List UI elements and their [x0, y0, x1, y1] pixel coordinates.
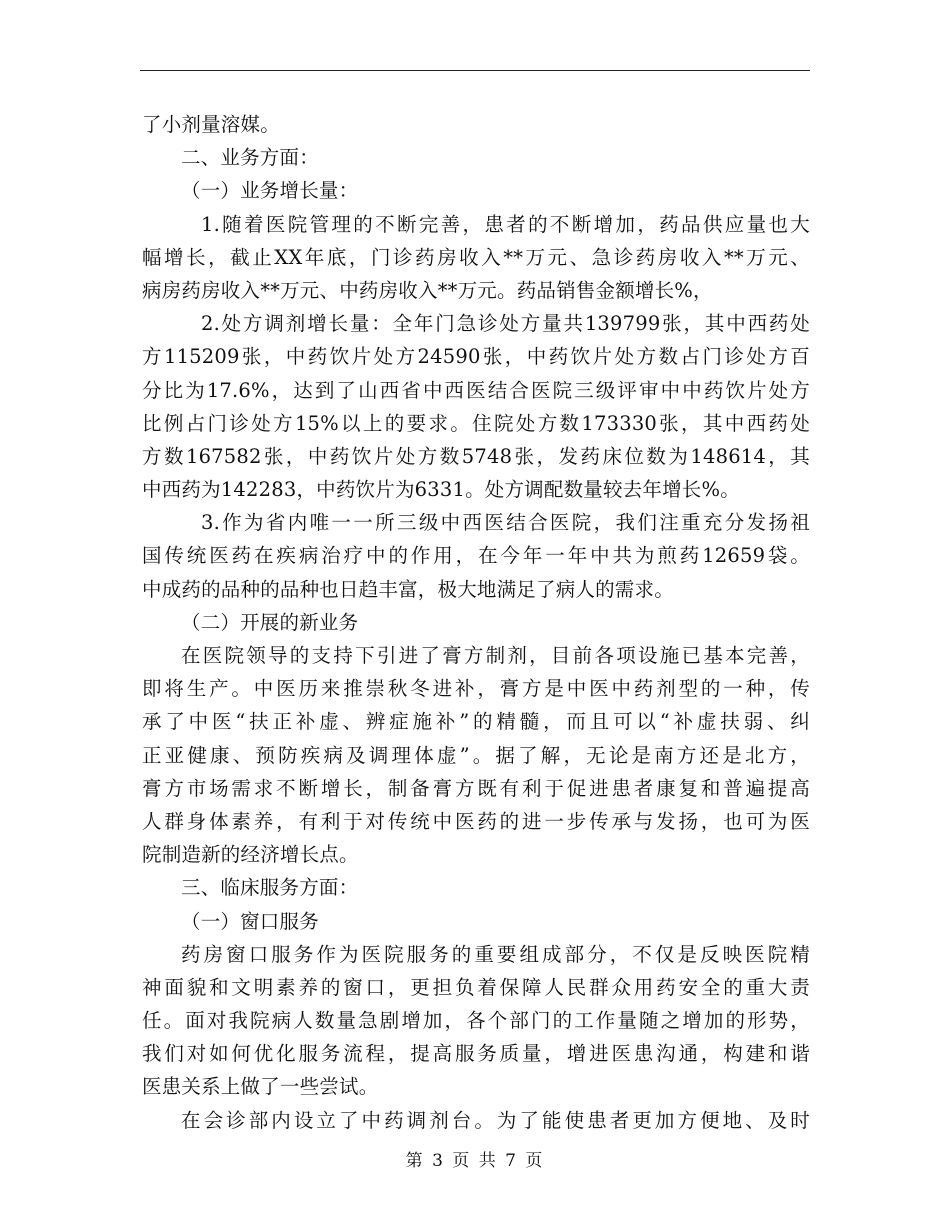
text-line: 比例占门诊处方15%以上的要求。住院处方数173330张，其中西药处 — [142, 411, 810, 435]
subsection-heading: （一）业务增长量： — [181, 179, 359, 203]
text-line: 神面貌和文明素养的窗口，更担负着保障人民群众用药安全的重大责 — [142, 975, 810, 999]
text-line: 方数167582张，中药饮片处方数5748张，发药床位数为148614，其 — [142, 444, 810, 468]
text-line: 承了中医“扶正补虚、辨症施补”的精髓，而且可以“补虚扶弱、纠 — [142, 710, 810, 734]
text-line: 我们对如何优化服务流程，提高服务质量，增进医患沟通，构建和谐 — [142, 1042, 810, 1066]
text-line: 正亚健康、预防疾病及调理体虚”。据了解，无论是南方还是北方， — [142, 743, 810, 767]
text-line: 国传统医药在疾病治疗中的作用，在今年一年中共为煎药12659袋。 — [142, 544, 810, 568]
text-line: 中成药的品种的品种也日趋丰富，极大地满足了病人的需求。 — [142, 577, 674, 601]
text-line: 任。面对我院病人数量急剧增加，各个部门的工作量随之增加的形势， — [142, 1009, 810, 1033]
text-line: 幅增长，截止XX年底，门诊药房收入**万元、急诊药房收入**万元、 — [142, 245, 810, 269]
text-line: 在医院领导的支持下引进了膏方制剂，目前各项设施已基本完善， — [181, 644, 810, 667]
text-line: 2.处方调剂增长量：全年门急诊处方量共139799张，其中西药处 — [201, 312, 810, 336]
subsection-heading: （二）开展的新业务 — [181, 610, 359, 634]
text-line: 病房药房收入**万元、中药房收入**万元。药品销售金额增长%， — [142, 278, 713, 302]
text-line: 中西药为142283，中药饮片为6331。处方调配数量较去年增长%。 — [142, 478, 740, 502]
text-line: 院制造新的经济增长点。 — [142, 843, 359, 867]
text-line: 膏方市场需求不断增长，制备膏方既有利于促进患者康复和普遍提高 — [142, 776, 810, 800]
text-line: 即将生产。中医历来推崇秋冬进补，膏方是中医中药剂型的一种，传 — [142, 677, 810, 701]
text-line: 1.随着医院管理的不断完善，患者的不断增加，药品供应量也大 — [201, 212, 810, 236]
section-heading: 二、业务方面： — [181, 146, 319, 170]
page-number: 第 3 页 共 7 页 — [405, 1151, 545, 1171]
document-body — [142, 108, 810, 1137]
text-line: 人群身体素养，有利于对传统中医药的进一步传承与发扬，也可为医 — [142, 809, 810, 833]
header-rule — [140, 70, 810, 71]
text-line: 药房窗口服务作为医院服务的重要组成部分，不仅是反映医院精 — [181, 942, 810, 966]
text-line: 3.作为省内唯一一所三级中西医结合医院，我们注重充分发扬祖 — [201, 511, 810, 535]
text-line: 分比为17.6%，达到了山西省中西医结合医院三级评审中中药饮片处方 — [142, 378, 810, 402]
subsection-heading: （一）窗口服务 — [181, 909, 319, 933]
text-line: 了小剂量溶媒。 — [142, 113, 280, 136]
text-line: 医患关系上做了一些尝试。 — [142, 1075, 379, 1099]
text-line: 方115209张，中药饮片处方24590张，中药饮片处方数占门诊处方百 — [142, 345, 810, 369]
section-heading: 三、临床服务方面： — [181, 876, 359, 900]
text-line: 在会诊部内设立了中药调剂台。为了能使患者更加方便地、及时 — [181, 1108, 810, 1132]
